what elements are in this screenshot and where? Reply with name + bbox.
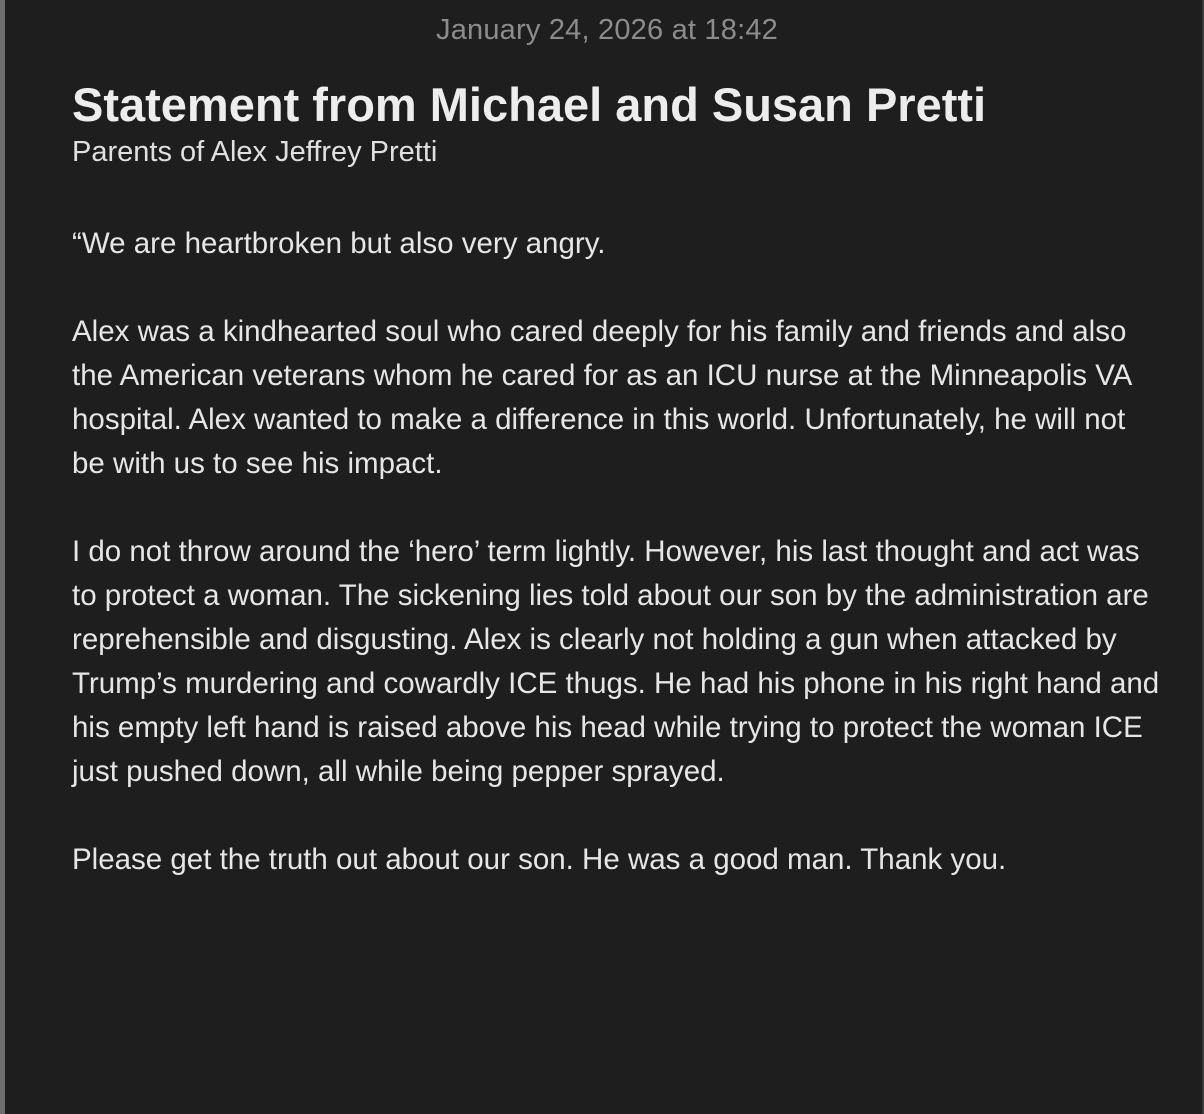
note-body [72,222,1162,882]
paragraph-hero: I do not throw around the ‘hero’ term lightly. However, his last thought and act was to protect a woman. The sickening lies told about our son by the administration are reprehensible and disgusting. Alex is clearly not holding a gun when attacked by Trump’s murdering and cowardly ICE thugs. He had his phone in his right hand and his empty left hand is raised above his head while trying to protect the woman ICE just pushed down, all while being pepper sprayed. [72,535,1160,788]
note-subtitle: Parents of Alex Jeffrey Pretti [72,136,438,168]
paragraph-closing: Please get the truth out about our son. He was a good man. Thank you. [72,843,1007,876]
paragraph-opening: “We are heartbroken but also very angry. [72,227,606,260]
paragraph-about-alex: Alex was a kindhearted soul who cared deeply for his family and friends and also the American veterans whom he cared for as an ICU nurse at the Minneapolis VA hospital. Alex wanted to make a difference in this world. Unfortunately, he will not be with us to see his impact. [72,315,1131,480]
note-content[interactable] [72,78,1162,926]
note-timestamp: January 24, 2026 at 18:42 [436,14,778,46]
note-title: Statement from Michael and Susan Pretti [72,78,987,131]
